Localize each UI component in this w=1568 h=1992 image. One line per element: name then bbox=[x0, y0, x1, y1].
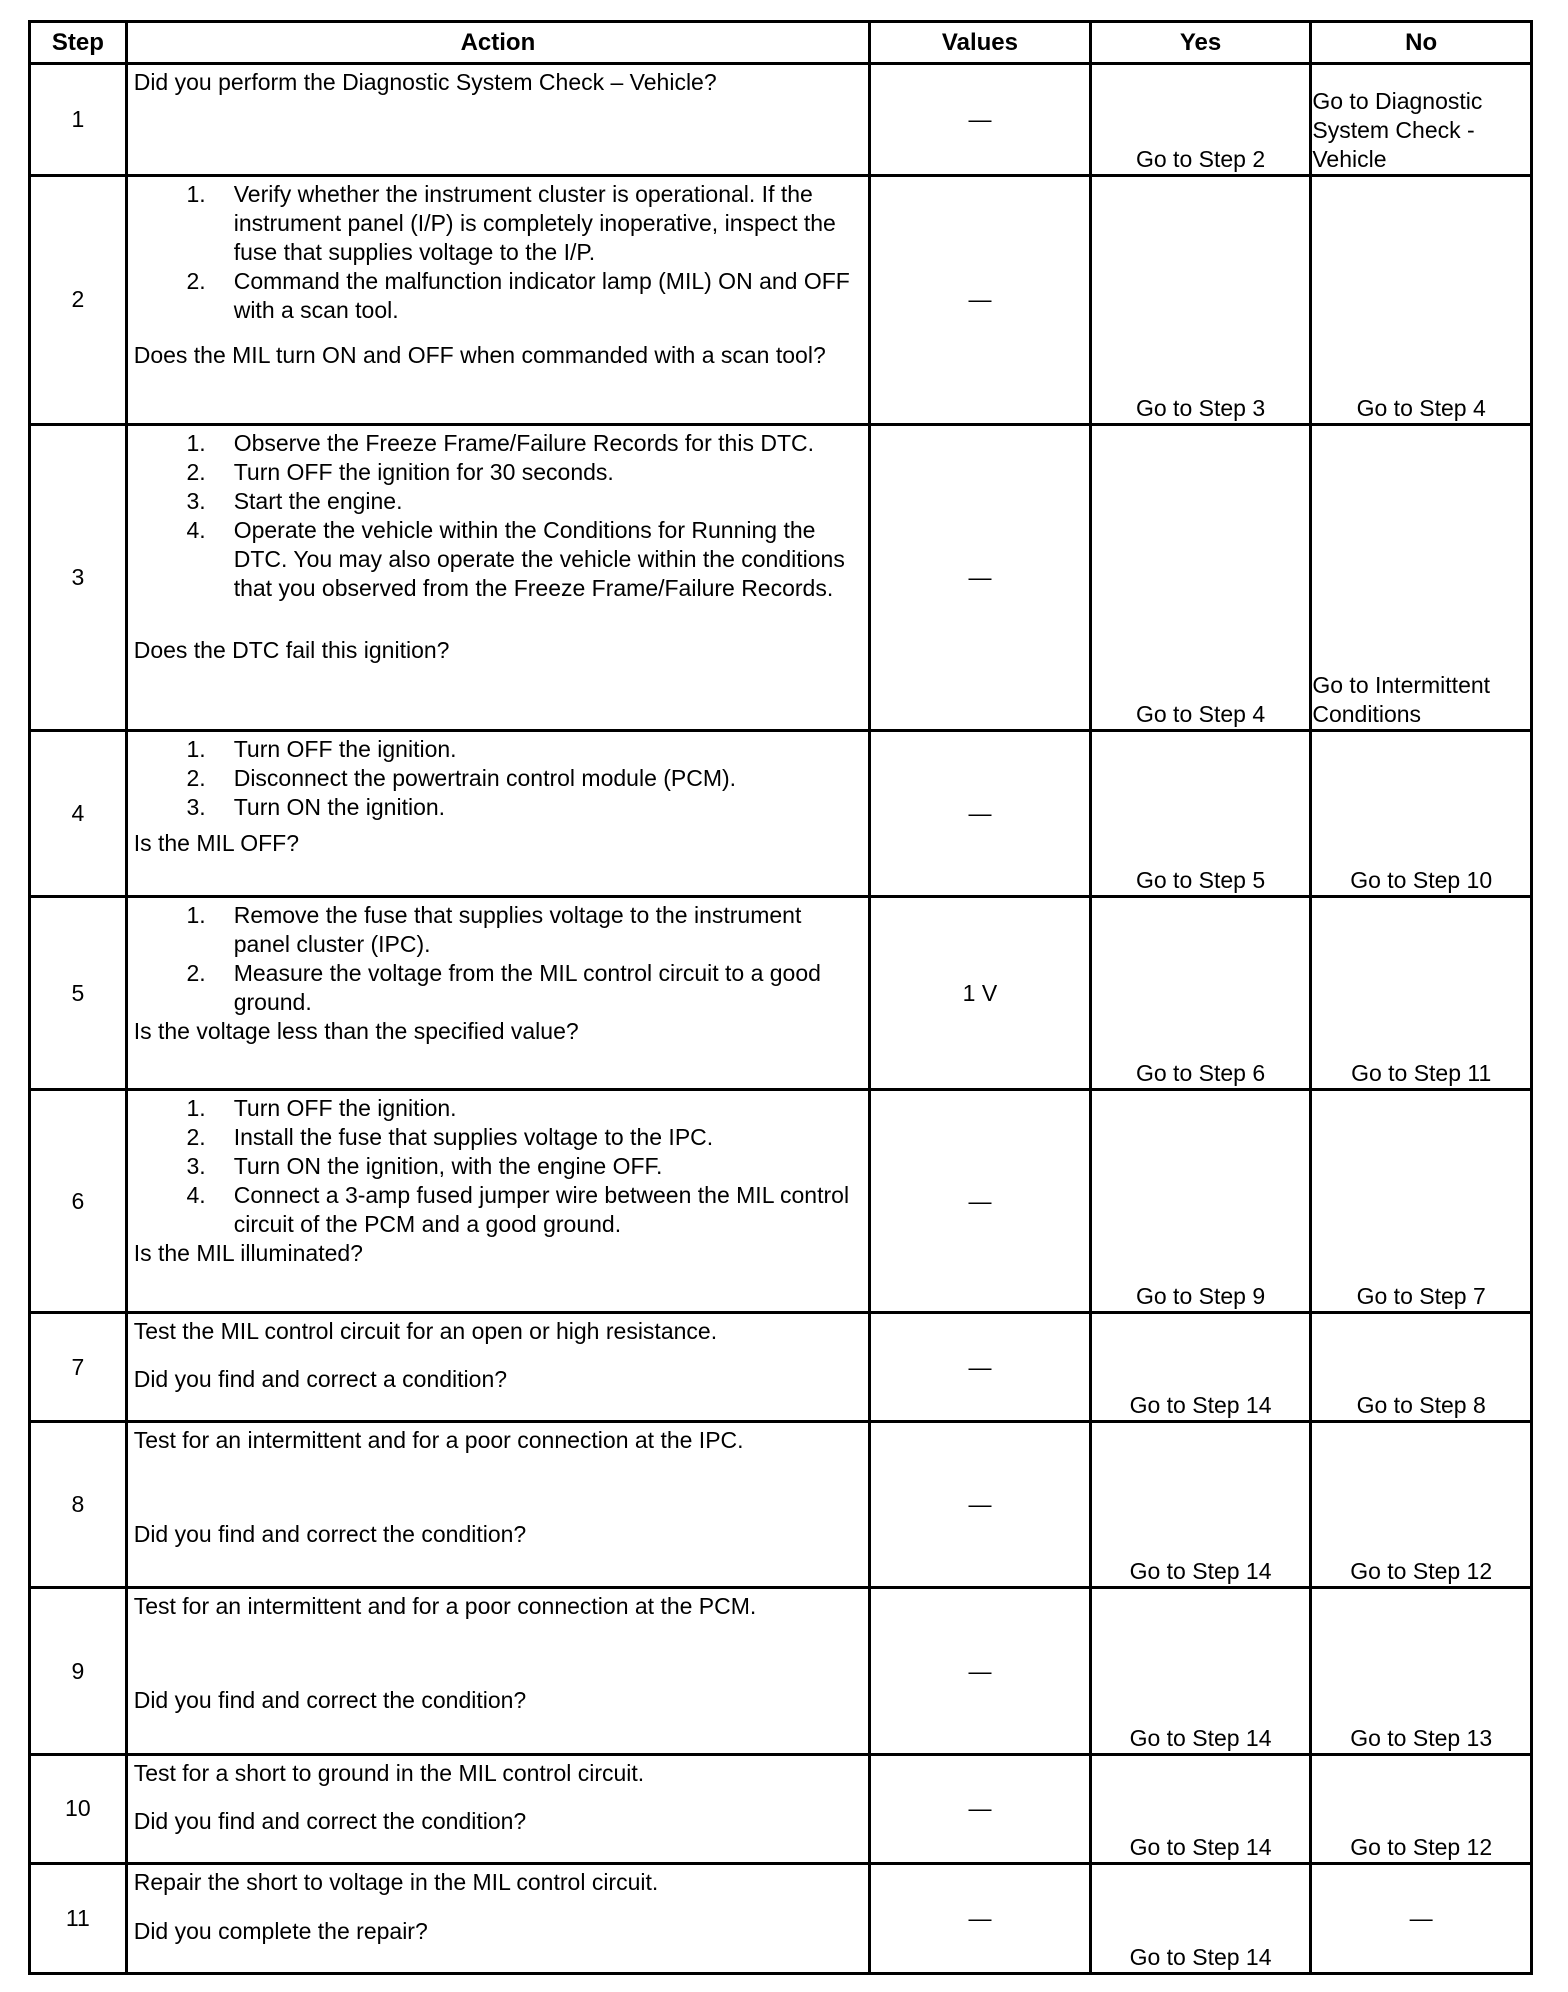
action-cell bbox=[126, 1090, 869, 1313]
action-question: Is the MIL OFF? bbox=[133, 829, 300, 856]
procedure-step-number: 3. bbox=[186, 793, 206, 820]
action-cell bbox=[126, 1422, 869, 1588]
procedure-step bbox=[134, 180, 862, 267]
values-cell: — bbox=[870, 1863, 1091, 1973]
procedure-step bbox=[134, 764, 862, 793]
action-question: Does the DTC fail this ignition? bbox=[133, 636, 450, 663]
procedure-step-number: 2. bbox=[186, 1124, 206, 1151]
procedure-step-text: Operate the vehicle within the Conditions for Running the DTC. You may also operate the vehicle within the conditions that you observed from the Freeze Frame/Failure Records. bbox=[233, 516, 845, 601]
step-number: 9 bbox=[30, 1588, 127, 1754]
yes-cell: Go to Step 14 bbox=[1090, 1754, 1311, 1863]
procedure-step-text: Turn OFF the ignition. bbox=[233, 1095, 457, 1122]
table-row bbox=[30, 1422, 1532, 1588]
action-question: Did you find and correct the condition? bbox=[133, 1687, 527, 1714]
action-question: Does the MIL turn ON and OFF when commanded with a scan tool? bbox=[133, 341, 826, 368]
action-text: Repair the short to voltage in the MIL control circuit. bbox=[133, 1868, 659, 1895]
step-number: 8 bbox=[30, 1422, 127, 1588]
procedure-step-text: Remove the fuse that supplies voltage to the instrument panel cluster (IPC). bbox=[233, 901, 802, 957]
step-number: 2 bbox=[30, 175, 127, 424]
procedure-step-text: Start the engine. bbox=[233, 487, 403, 514]
procedure-step bbox=[134, 901, 862, 959]
procedure-step bbox=[134, 458, 862, 487]
no-cell: Go to Step 12 bbox=[1311, 1422, 1532, 1588]
procedure-step-text: Turn ON the ignition. bbox=[233, 793, 446, 820]
procedure-step bbox=[134, 267, 862, 325]
values-cell: — bbox=[870, 1754, 1091, 1863]
diagnostic-table bbox=[28, 20, 1533, 1975]
no-cell: Go to Step 13 bbox=[1311, 1588, 1532, 1754]
values-cell: — bbox=[870, 1422, 1091, 1588]
table-body bbox=[30, 64, 1532, 1974]
action-question: Is the voltage less than the specified value? bbox=[133, 1017, 579, 1044]
table-row bbox=[30, 1090, 1532, 1313]
procedure-step-text: Turn OFF the ignition. bbox=[233, 735, 457, 762]
action-cell bbox=[126, 64, 869, 176]
table-row bbox=[30, 64, 1532, 176]
action-text: Test for a short to ground in the MIL control circuit. bbox=[133, 1759, 645, 1786]
values-cell: — bbox=[870, 730, 1091, 896]
yes-cell: Go to Step 14 bbox=[1090, 1313, 1311, 1422]
values-cell: — bbox=[870, 424, 1091, 730]
no-cell: Go to Step 4 bbox=[1311, 175, 1532, 424]
procedure-step-text: Observe the Freeze Frame/Failure Records for this DTC. bbox=[233, 429, 814, 456]
action-cell bbox=[126, 1313, 869, 1422]
no-cell: — bbox=[1311, 1863, 1532, 1973]
procedure-step-text: Turn OFF the ignition for 30 seconds. bbox=[233, 458, 614, 485]
values-cell: — bbox=[870, 175, 1091, 424]
values-cell: — bbox=[870, 1090, 1091, 1313]
procedure-step-number: 2. bbox=[186, 764, 206, 791]
procedure-step-text: Turn ON the ignition, with the engine OFF. bbox=[233, 1153, 663, 1180]
step-number: 7 bbox=[30, 1313, 127, 1422]
procedure-step-number: 1. bbox=[186, 735, 206, 762]
action-question: Did you complete the repair? bbox=[133, 1917, 428, 1944]
header-values: Values bbox=[870, 22, 1091, 64]
action-text: Test for an intermittent and for a poor connection at the IPC. bbox=[133, 1427, 744, 1454]
action-question: Is the MIL illuminated? bbox=[133, 1240, 363, 1267]
action-question: Did you find and correct the condition? bbox=[133, 1807, 527, 1834]
procedure-step-number: 3. bbox=[186, 1153, 206, 1180]
procedure-step bbox=[134, 735, 862, 764]
values-cell: — bbox=[870, 64, 1091, 176]
procedure-step-text: Verify whether the instrument cluster is operational. If the instrument panel (I/P) is completely inoperative, inspect the fuse that supplies voltage to the I/P. bbox=[233, 180, 836, 265]
yes-cell: Go to Step 14 bbox=[1090, 1422, 1311, 1588]
procedure-step bbox=[134, 1094, 862, 1123]
action-cell bbox=[126, 730, 869, 896]
action-question: Did you find and correct the condition? bbox=[133, 1521, 527, 1548]
header-yes: Yes bbox=[1090, 22, 1311, 64]
no-cell: Go to Step 7 bbox=[1311, 1090, 1532, 1313]
table-row bbox=[30, 896, 1532, 1089]
procedure-step-text: Connect a 3-amp fused jumper wire between the MIL control circuit of the PCM and a good ground. bbox=[233, 1182, 850, 1238]
procedure-step-number: 4. bbox=[186, 1182, 206, 1209]
no-cell: Go to Diagnostic System Check - Vehicle bbox=[1311, 64, 1532, 176]
procedure-step bbox=[134, 1181, 862, 1239]
header-step: Step bbox=[30, 22, 127, 64]
procedure-step-number: 4. bbox=[186, 516, 206, 543]
header-action: Action bbox=[126, 22, 869, 64]
procedure-step-number: 1. bbox=[186, 1095, 206, 1122]
step-number: 10 bbox=[30, 1754, 127, 1863]
procedure-step-text: Disconnect the powertrain control module (PCM). bbox=[233, 764, 737, 791]
yes-cell: Go to Step 5 bbox=[1090, 730, 1311, 896]
action-text: Test for an intermittent and for a poor connection at the PCM. bbox=[133, 1593, 757, 1620]
yes-cell: Go to Step 4 bbox=[1090, 424, 1311, 730]
yes-cell: Go to Step 2 bbox=[1090, 64, 1311, 176]
table-row bbox=[30, 1313, 1532, 1422]
table-row bbox=[30, 730, 1532, 896]
procedure-step-number: 1. bbox=[186, 901, 206, 928]
procedure-step bbox=[134, 1123, 862, 1152]
procedure-list bbox=[134, 735, 862, 822]
table-row bbox=[30, 1754, 1532, 1863]
header-no: No bbox=[1311, 22, 1532, 64]
procedure-step bbox=[134, 429, 862, 458]
procedure-step bbox=[134, 793, 862, 822]
no-cell: Go to Step 10 bbox=[1311, 730, 1532, 896]
table-row bbox=[30, 424, 1532, 730]
action-cell bbox=[126, 1863, 869, 1973]
step-number: 5 bbox=[30, 896, 127, 1089]
no-cell: Go to Step 8 bbox=[1311, 1313, 1532, 1422]
step-number: 1 bbox=[30, 64, 127, 176]
table-row bbox=[30, 1863, 1532, 1973]
procedure-step-text: Install the fuse that supplies voltage to the IPC. bbox=[233, 1124, 714, 1151]
procedure-step-text: Command the malfunction indicator lamp (MIL) ON and OFF with a scan tool. bbox=[233, 267, 850, 323]
no-cell: Go to Step 12 bbox=[1311, 1754, 1532, 1863]
procedure-step-number: 1. bbox=[186, 429, 206, 456]
procedure-step bbox=[134, 1152, 862, 1181]
no-cell: Go to Step 11 bbox=[1311, 896, 1532, 1089]
action-cell bbox=[126, 896, 869, 1089]
procedure-list bbox=[134, 180, 862, 325]
step-number: 6 bbox=[30, 1090, 127, 1313]
procedure-list bbox=[134, 429, 862, 603]
action-cell bbox=[126, 1588, 869, 1754]
step-number: 11 bbox=[30, 1863, 127, 1973]
yes-cell: Go to Step 3 bbox=[1090, 175, 1311, 424]
values-cell: — bbox=[870, 1313, 1091, 1422]
procedure-step-number: 3. bbox=[186, 487, 206, 514]
procedure-step-number: 2. bbox=[186, 959, 206, 986]
table-row bbox=[30, 175, 1532, 424]
table-row bbox=[30, 1588, 1532, 1754]
step-number: 3 bbox=[30, 424, 127, 730]
procedure-step-text: Measure the voltage from the MIL control circuit to a good ground. bbox=[233, 959, 821, 1015]
procedure-step-number: 2. bbox=[186, 458, 206, 485]
procedure-step-number: 1. bbox=[186, 180, 206, 207]
procedure-step bbox=[134, 959, 862, 1017]
yes-cell: Go to Step 9 bbox=[1090, 1090, 1311, 1313]
action-text: Test the MIL control circuit for an open or high resistance. bbox=[133, 1318, 718, 1345]
procedure-list bbox=[134, 1094, 862, 1239]
action-cell bbox=[126, 175, 869, 424]
yes-cell: Go to Step 6 bbox=[1090, 896, 1311, 1089]
step-number: 4 bbox=[30, 730, 127, 896]
action-text: Did you perform the Diagnostic System Check – Vehicle? bbox=[133, 69, 717, 95]
yes-cell: Go to Step 14 bbox=[1090, 1863, 1311, 1973]
values-cell: — bbox=[870, 1588, 1091, 1754]
header-row bbox=[30, 22, 1532, 64]
procedure-step bbox=[134, 487, 862, 516]
action-cell bbox=[126, 1754, 869, 1863]
procedure-step-number: 2. bbox=[186, 267, 206, 294]
yes-cell: Go to Step 14 bbox=[1090, 1588, 1311, 1754]
procedure-step bbox=[134, 516, 862, 603]
no-cell: Go to Intermittent Conditions bbox=[1311, 424, 1532, 730]
values-cell: 1 V bbox=[870, 896, 1091, 1089]
action-cell bbox=[126, 424, 869, 730]
action-question: Did you find and correct a condition? bbox=[133, 1366, 508, 1393]
procedure-list bbox=[134, 901, 862, 1017]
